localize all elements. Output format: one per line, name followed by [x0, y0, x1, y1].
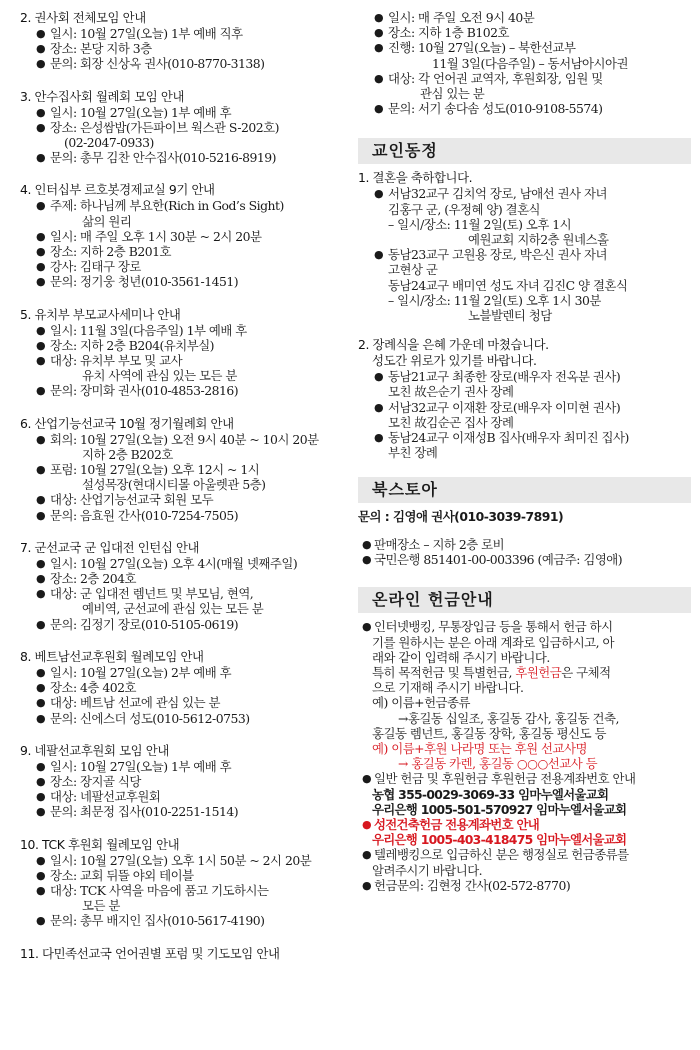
bullet-line: ● 동남24교구 이재성B 집사(배우자 최미진 집사) — [358, 430, 688, 445]
telebanking-note-2: 알려주시기 바랍니다. — [372, 862, 483, 878]
continuation-line: 노블발렌티 청담 — [468, 308, 552, 324]
bullet-line: ● 일시: 매 주일 오후 1시 30분 ~ 2시 20분 — [20, 229, 350, 244]
notice-item — [20, 182, 350, 289]
notice-item — [20, 649, 350, 726]
notice-item — [20, 89, 350, 166]
notice-title: 4. 인터십부 르호봇경제교실 9기 안내 — [20, 182, 215, 198]
continuation-line: 11월 3일(다음주일) – 동서남아시아권 — [432, 55, 628, 71]
wedding-list — [358, 186, 688, 323]
bullet-line: ● 동남23교구 고원용 장로, 박은신 권사 자녀 — [358, 247, 688, 262]
example-4: 예) 이름+후원 나라명 또는 후원 선교사명 — [372, 741, 587, 756]
right-column — [358, 10, 688, 893]
bullet-line: ● 문의: 음효원 간사(010-7254-7505) — [20, 508, 350, 523]
notice-item — [20, 540, 350, 632]
bullet-line: ● 문의: 최문정 집사(010-2251-1514) — [20, 804, 350, 819]
bullet-line: ● 장소: 지하 2층 B201호 — [20, 244, 350, 259]
telebanking-note-1: ● 텔레뱅킹으로 입금하신 분은 행정실로 헌금종류를 — [358, 847, 688, 862]
example-5: → 홍길동 카렌, 홍길동 ○○○선교사 등 — [398, 756, 598, 772]
funeral-subtitle: 성도간 위로가 있기를 바랍니다. — [372, 353, 537, 369]
bullet-line: ● 일시: 10월 27일(오늘) 1부 예배 직후 — [20, 26, 350, 41]
continuation-line: 예원교회 지하2층 원네스홀 — [468, 232, 609, 248]
online-intro-3: 래와 같이 입력해 주시기 바랍니다. — [372, 649, 550, 665]
notice-item — [20, 837, 350, 929]
continuation-line: – 일시/장소: 11월 2일(토) 오후 1시 30분 — [388, 292, 601, 308]
bullet-line: ● 일시: 10월 27일(오늘) 1부 예배 후 — [20, 105, 350, 120]
bullet-line: ● 장소: 지하 1층 B102호 — [358, 25, 688, 40]
bullet-line: ● 문의: 서기 송다솜 성도(010-9108-5574) — [358, 101, 688, 116]
bullet-line: ● 문의: 총무 배지인 집사(010-5617-4190) — [20, 913, 350, 928]
continuation-line: 모친 故김순곤 집사 장례 — [388, 414, 514, 430]
bullet-line: ● 대상: 군 입대전 렘넌트 및 부모님, 현역, — [20, 586, 350, 601]
left-column — [20, 10, 350, 979]
purpose-highlight: 후원헌금 — [515, 664, 562, 680]
section-header-online-offering: 온라인 헌금안내 — [358, 587, 691, 613]
notice-title: 8. 베트남선교후원회 월례모임 안내 — [20, 648, 204, 664]
notice-item — [20, 946, 350, 962]
notice-title: 9. 네팔선교후원회 모임 안내 — [20, 742, 169, 758]
bullet-line: ● 서남32교구 김치억 장로, 남애선 권사 자녀 — [358, 186, 688, 201]
notice-title: 10. TCK 후원회 월례모임 안내 — [20, 836, 180, 852]
notice-title: 5. 유치부 부모교사세미나 안내 — [20, 306, 181, 322]
general-account-title: ● 일반 헌금 및 후원헌금 후원헌금 전용계좌번호 안내 — [358, 771, 688, 786]
funeral-list — [358, 369, 688, 460]
bullet-line: ● 문의: 김정기 장로(010-5105-0619) — [20, 617, 350, 632]
forum-details — [358, 10, 688, 116]
continuation-line: 관심 있는 분 — [420, 86, 485, 102]
notice-title: 2. 권사회 전체모임 안내 — [20, 10, 146, 25]
continuation-line: 예비역, 군선교에 관심 있는 모든 분 — [82, 601, 264, 617]
bullet-line: ● 장소: 4층 402호 — [20, 680, 350, 695]
bullet-line: ● 대상: 유치부 부모 및 교사 — [20, 353, 350, 368]
notice-title: 3. 안수집사회 월례회 모임 안내 — [20, 88, 185, 104]
notice-title: 7. 군선교국 군 입대전 인턴십 안내 — [20, 539, 200, 555]
bullet-line: ● 강사: 김태구 장로 — [20, 259, 350, 274]
bookstore-account: ● 국민은행 851401-00-003396 (예금주: 김영애) — [358, 552, 688, 567]
bullet-line: ● 일시: 11월 3일(다음주일) 1부 예배 후 — [20, 323, 350, 338]
account-nonghyup: 농협 355-0029-3069-33 임마누엘서울교회 — [372, 786, 609, 802]
bullet-line: ● 회의: 10월 27일(오늘) 오전 9시 40분 ~ 10시 20분 — [20, 432, 350, 447]
example-2: →홍길동 십일조, 홍길동 감사, 홍길동 건축, — [398, 710, 619, 726]
notice-item — [20, 743, 350, 820]
notice-title: 6. 산업기능선교국 10월 정기월례회 안내 — [20, 415, 234, 431]
section-header-news: 교인동정 — [358, 138, 691, 164]
continuation-line: 지하 2층 B202호 — [82, 446, 173, 462]
bullet-line: ● 서남32교구 이재환 장로(배우자 이미현 권사) — [358, 400, 688, 415]
bookstore-contact: 문의 : 김영애 권사(010-3039-7891) — [358, 509, 564, 525]
bullet-line: ● 문의: 장미화 권사(010-4853-2816) — [20, 383, 350, 398]
bullet-line: ● 일시: 매 주일 오전 9시 40분 — [358, 10, 688, 25]
notice-item — [20, 416, 350, 523]
bullet-line: ● 대상: 각 언어권 교역자, 후원회장, 임원 및 — [358, 71, 688, 86]
continuation-line: 설성목장(현대시티몰 아울렛관 5층) — [82, 477, 266, 493]
bullet-line: ● 장소: 교회 뒤뜰 야외 테이블 — [20, 868, 350, 883]
bullet-line: ● 장소: 본당 지하 3층 — [20, 41, 350, 56]
continuation-line: 모든 분 — [82, 898, 120, 914]
example-3: 홍길동 렘넌트, 홍길동 장학, 홍길동 평신도 등 — [372, 725, 606, 741]
online-purpose-note — [358, 665, 688, 680]
bullet-line: ● 대상: TCK 사역을 마음에 품고 기도하시는 — [20, 883, 350, 898]
continuation-line: 모친 故은순기 권사 장례 — [388, 384, 514, 400]
continuation-line: 삶의 원리 — [82, 213, 132, 229]
section-header-bookstore: 북스토아 — [358, 477, 691, 503]
bullet-line: ● 일시: 10월 27일(오늘) 2부 예배 후 — [20, 665, 350, 680]
wedding-title: 1. 결혼을 축하합니다. — [358, 170, 473, 186]
bullet-line: ● 포럼: 10월 27일(오늘) 오후 12시 ~ 1시 — [20, 462, 350, 477]
bullet-line: ● 장소: 장지골 식당 — [20, 774, 350, 789]
bookstore-location: ● 판매장소 – 지하 2층 로비 — [358, 537, 688, 552]
bullet-line: ● 주제: 하나님께 부요한(Rich in God’s Sight) — [20, 198, 350, 213]
bullet-line: ● 진행: 10월 27일(오늘) – 북한선교부 — [358, 40, 688, 55]
bullet-line: ● 동남21교구 최종한 장로(배우자 전옥분 권사) — [358, 369, 688, 384]
continuation-line: – 일시/장소: 11월 2일(토) 오후 1시 — [388, 216, 572, 232]
continuation-line: 부친 장례 — [388, 445, 438, 461]
bullet-line: ● 장소: 2층 204호 — [20, 571, 350, 586]
bullet-line: ● 일시: 10월 27일(오늘) 오후 1시 50분 ~ 2시 20분 — [20, 853, 350, 868]
offering-inquiry: ● 헌금문의: 김현정 간사(02-572-8770) — [358, 878, 688, 893]
building-account: 우리은행 1005-403-418475 임마누엘서울교회 — [372, 832, 627, 848]
funeral-title: 2. 장례식을 은혜 가운데 마쳤습니다. — [358, 337, 549, 353]
bullet-line: ● 장소: 지하 2층 B204(유치부실) — [20, 338, 350, 353]
notice-item — [20, 307, 350, 399]
bullet-line: ● 장소: 은성쌈밥(가든파이브 웍스관 S-202호) — [20, 120, 350, 135]
bullet-line: ● 일시: 10월 27일(오늘) 1부 예배 후 — [20, 759, 350, 774]
continuation-line: 고현상 군 — [388, 262, 438, 278]
continuation-line: (02-2047-0933) — [64, 135, 154, 151]
continuation-line: 김홍구 군, (우정혜 양) 결혼식 — [388, 201, 541, 217]
purpose-text: 특히 목적헌금 및 특별헌금, — [372, 664, 516, 680]
bullet-line: ● 일시: 10월 27일(오늘) 오후 4시(매월 넷째주일) — [20, 556, 350, 571]
notice-title: 11. 다민족선교국 언어권별 포럼 및 기도모임 안내 — [20, 945, 280, 961]
bullet-line: ● 문의: 정기웅 청년(010-3561-1451) — [20, 274, 350, 289]
bullet-line: ● 문의: 회장 신상옥 권사(010-8770-3138) — [20, 56, 350, 71]
example-1: 예) 이름+헌금종류 — [372, 695, 470, 711]
building-account-title: ● 성전건축헌금 전용계좌번호 안내 — [358, 817, 688, 832]
account-woori: 우리은행 1005-501-570927 임마누엘서울교회 — [372, 801, 627, 817]
online-purpose-note-2: 으로 기재해 주시기 바랍니다. — [372, 680, 524, 696]
continuation-line: 동남24교구 배미연 성도 자녀 김진C 양 결혼식 — [388, 277, 628, 293]
bullet-line: ● 대상: 베트남 선교에 관심 있는 분 — [20, 695, 350, 710]
online-intro-2: 기를 원하시는 분은 아래 계좌로 입금하시고, 아 — [372, 634, 614, 650]
bullet-line: ● 대상: 네팔선교후원회 — [20, 789, 350, 804]
bullet-line: ● 문의: 신에스더 성도(010-5612-0753) — [20, 711, 350, 726]
purpose-text-end: 은 구체적 — [561, 664, 611, 680]
bullet-line: ● 대상: 산업기능선교국 회원 모두 — [20, 492, 350, 507]
continuation-line: 유치 사역에 관심 있는 모든 분 — [82, 368, 237, 384]
online-intro-1: ● 인터넷뱅킹, 무통장입금 등을 통해서 헌금 하시 — [358, 619, 688, 634]
notice-item — [20, 10, 350, 72]
bullet-line: ● 문의: 총무 김찬 안수집사(010-5216-8919) — [20, 150, 350, 165]
